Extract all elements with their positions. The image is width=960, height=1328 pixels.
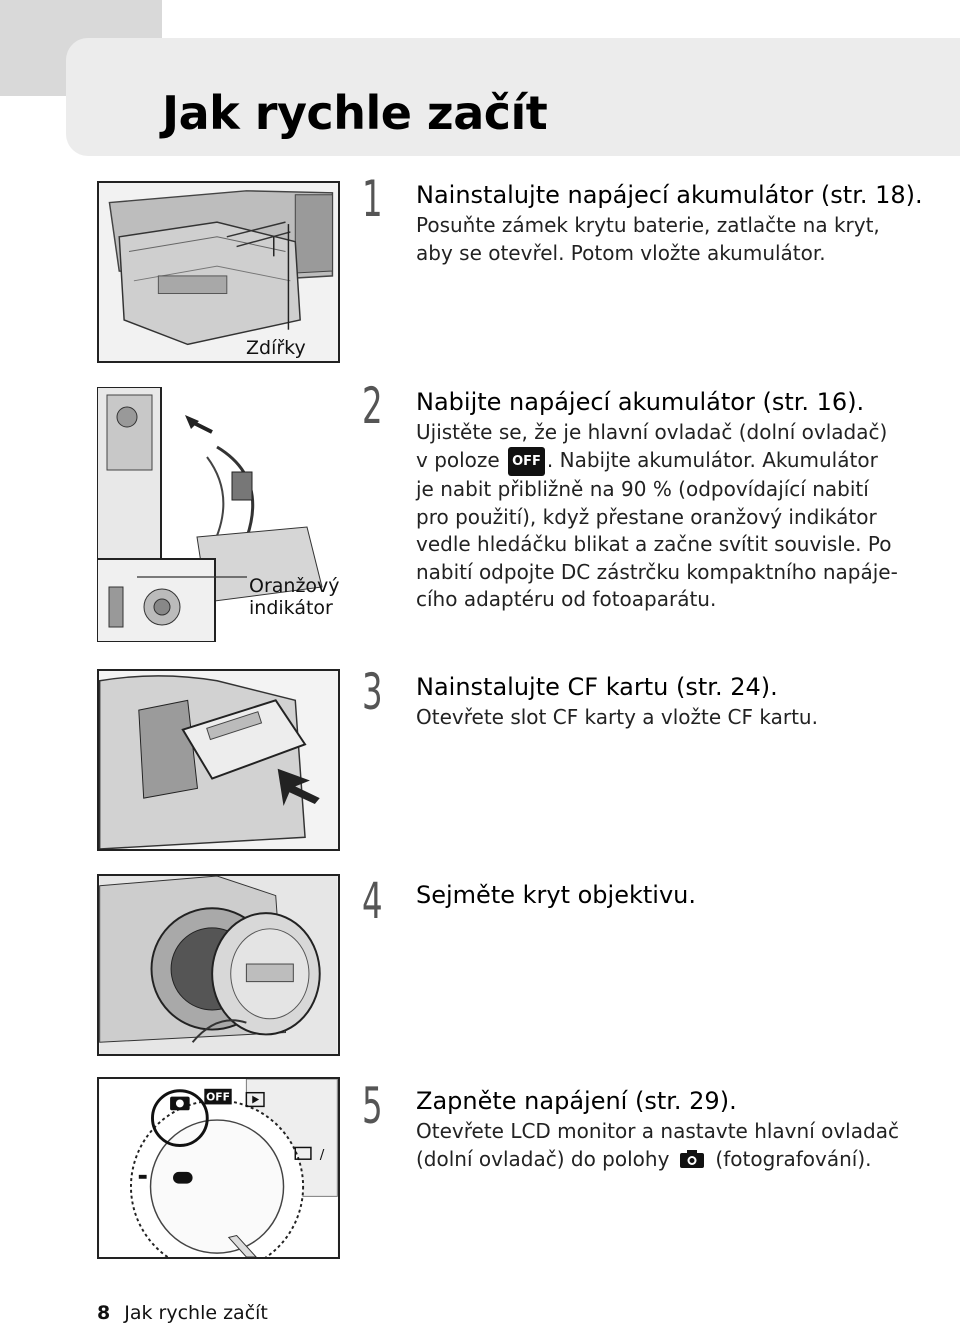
step-4-heading: Sejměte kryt objektivu. xyxy=(416,881,696,909)
step-2-body-line2 xyxy=(416,447,936,477)
mode-off-label: OFF xyxy=(206,1090,230,1104)
step-number-3: 3 xyxy=(362,663,383,721)
step-5-post-icon: (fotografování). xyxy=(715,1146,872,1171)
battery-callout: Zdířky xyxy=(246,337,306,359)
svg-text:/: / xyxy=(319,1147,325,1164)
mode-dial-figure xyxy=(97,1077,340,1259)
footer-section: Jak rychle začít xyxy=(124,1302,268,1324)
step-number-5: 5 xyxy=(362,1077,383,1135)
step-number-2: 2 xyxy=(362,377,383,435)
step-2-body-line6: nabití odpojte DC zástrčku kompaktního napáje- xyxy=(416,559,898,584)
step-3-heading: Nainstalujte CF kartu (str. 24). xyxy=(416,673,778,701)
step-number-1: 1 xyxy=(362,170,383,228)
step-5-pre-icon: (dolní ovladač) do polohy xyxy=(416,1146,670,1171)
step-number-4: 4 xyxy=(362,872,383,930)
step-2-body-line5: vedle hledáčku blikat a začne svítit souvisle. Po xyxy=(416,532,892,556)
step-2-body-line4: pro použití), když přestane oranžový indikátor xyxy=(416,504,877,529)
step-1-body-line2: aby se otevřel. Potom vložte akumulátor. xyxy=(416,240,826,265)
battery-figure xyxy=(97,181,340,363)
step-5-body-line2 xyxy=(416,1146,936,1177)
step-5-body-line1: Otevřete LCD monitor a nastavte hlavní ovladač xyxy=(416,1119,899,1143)
page-number: 8 xyxy=(97,1302,111,1324)
lens-cap-figure xyxy=(97,874,340,1056)
step-2-body-line1: Ujistěte se, že je hlavní ovladač (dolní ovladač) xyxy=(416,420,888,444)
step-3-body-line1: Otevřete slot CF karty a vložte CF kartu. xyxy=(416,705,818,729)
step-2 xyxy=(416,387,936,614)
step-2-body-line3: je nabit přibližně na 90 % (odpovídající nabití xyxy=(416,477,869,501)
step-2-heading: Nabijte napájecí akumulátor (str. 16). xyxy=(416,388,865,416)
step-2-pre-icon: v poloze xyxy=(416,447,500,472)
step-2-post-icon: . Nabijte akumulátor. Akumulátor xyxy=(546,447,878,472)
step-5-heading: Zapněte napájení (str. 29). xyxy=(416,1087,737,1115)
step-1 xyxy=(416,180,936,267)
page-footer xyxy=(97,1302,268,1324)
charger-callout-line2: indikátor xyxy=(249,597,333,619)
cf-card-figure xyxy=(97,669,340,851)
camera-icon xyxy=(679,1149,705,1177)
step-5 xyxy=(416,1086,936,1176)
step-4 xyxy=(416,880,936,912)
step-2-body-line7: cího adaptéru od fotoaparátu. xyxy=(416,587,717,611)
step-3 xyxy=(416,672,936,732)
charger-callout-line1: Oranžový xyxy=(249,575,340,597)
step-1-heading: Nainstalujte napájecí akumulátor (str. 18). xyxy=(416,181,923,209)
charger-callout xyxy=(249,575,340,619)
step-1-body-line1: Posuňte zámek krytu baterie, zatlačte na kryt, xyxy=(416,213,880,237)
page-title: Jak rychle začít xyxy=(162,86,548,140)
off-icon: OFF xyxy=(508,447,545,477)
